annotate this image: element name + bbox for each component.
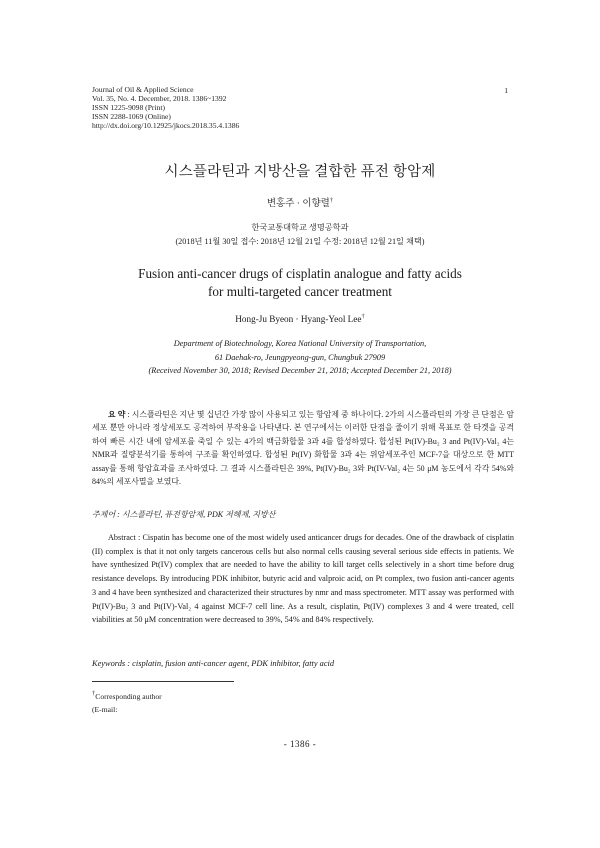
header-page-number: 1 [504, 86, 508, 95]
journal-header [92, 86, 239, 131]
english-abstract-label: Abstract [108, 533, 136, 542]
english-title-line1: Fusion anti-cancer drugs of cisplatin analogue and fatty acids [138, 266, 462, 281]
corresponding-author-text: Corresponding author [95, 692, 162, 701]
corresponding-author-note [92, 688, 162, 704]
issn-print: ISSN 1225-9098 (Print) [92, 102, 165, 112]
korean-author-mark: † [329, 197, 334, 204]
korean-abstract-label: 요 약 [108, 410, 126, 419]
journal-volume: Vol. 35, No. 4. December, 2018. 1386~1392 [92, 93, 227, 103]
footnote-divider [92, 681, 234, 682]
english-abstract-text: : Cispatin has become one of the most widely used anticancer drugs for decades. One of the drawback of cisplatin (II) complex is that it not only targets cancerous cells but also normal cells causing several serious side effects in patients. We have synthesized Pt(IV) complex that are needed to have the ability to kill target cells selectively in a short time before drug resistance develops. By introducing PDK inhibitor, butyric acid and valproic acid, on Pt complex, two fusion anti-cancer agents 3 and 4 have been synthesized and characterized their structures by nmr and mass spectrometer. MTT assay was performed with Pt(IV)-Bu₂ 3 and Pt(IV)-Val₂ 4 against MCF-7 cell line. As a result, cisplatin, Pt(IV) complexes 3 and 4 were treated, cell viabilities at 50 μM concentration were decreased to 39%, 54% and 84% respectively. [92, 533, 514, 625]
journal-name: Journal of Oil & Applied Science [92, 85, 194, 94]
english-title-line2: for multi-targeted cancer treatment [208, 284, 392, 299]
english-keywords: Keywords : cisplatin, fusion anti-cancer agent, PDK inhibitor, fatty acid [92, 659, 335, 668]
footnote [92, 688, 162, 716]
korean-authors [0, 195, 600, 209]
english-dates: (Received November 30, 2018; Revised December 21, 2018; Accepted December 21, 2018) [148, 366, 452, 375]
korean-affiliation: 한국교통대학교 생명공학과 [251, 223, 349, 232]
korean-keywords: 주제어 : 시스플라틴, 퓨전항암제, PDK 저해제, 지방산 [92, 510, 276, 519]
korean-title: 시스플라틴과 지방산을 결합한 퓨전 항암제 [164, 164, 436, 180]
doi-link[interactable]: http://dx.doi.org/10.12925/jkocs.2018.35.4.1386 [92, 120, 240, 130]
english-abstract [92, 531, 514, 627]
issn-online: ISSN 2288-1069 (Online) [92, 111, 171, 121]
english-affiliation-line2: 61 Daehak-ro, Jeungpyeong-gun, Chungbuk 27909 [214, 352, 386, 362]
english-affiliation-block [0, 337, 600, 378]
korean-abstract [92, 408, 514, 488]
korean-author-names: 변홍주 · 이향렬 [266, 199, 330, 209]
korean-affiliation-block [0, 221, 600, 248]
footnote-mark: † [92, 690, 96, 697]
english-author-mark: † [361, 313, 365, 320]
english-affiliation-line1: Department of Biotechnology, Korea National University of Transportation, [173, 339, 427, 348]
korean-dates: (2018년 11월 30일 접수: 2018년 12월 21일 수정: 2018년 12월 21일 채택) [175, 236, 425, 246]
english-title [0, 265, 600, 301]
page-footer-number: - 1386 - [283, 739, 317, 749]
email-note: (E-mail: [92, 704, 118, 714]
korean-abstract-text: : 시스플라틴은 지난 몇 십년간 가장 많이 사용되고 있는 항암제 중 하나이다. 2가의 시스플라틴의 가장 큰 단점은 암세포 뿐만 아니라 정상세포도 공격하여 부작용을 나타낸다. 본 연구에서는 이러한 단점을 줄이기 위해 목표로 한 타겟을 공격하여 빠른 시간 내에 암세포를 죽일 수 있는 4가의 백금화합물 3과 4를 합성하였다. 합성된 Pt(IV)-Bu₂ 3 and Pt(IV)-Val₂ 4는 NMR과 질량분석기를 통하여 구조를 확인하였다. 합성된 Pt(IV) 화합물 3과 4는 위암세포주인 MCF-7을 대상으로 한 MTT assay를 통해 항암효과를 조사하였다. 그 결과 시스플라틴은 39%, Pt(IV)-Bu₂ 3와 Pt(IV-Val₂ 4는 50 μM 농도에서 각각 54%와 84%의 세포사멸을 보였다. [92, 410, 514, 487]
english-authors [0, 313, 600, 324]
english-author-names: Hong-Ju Byeon · Hyang-Yeol Lee [235, 314, 362, 324]
